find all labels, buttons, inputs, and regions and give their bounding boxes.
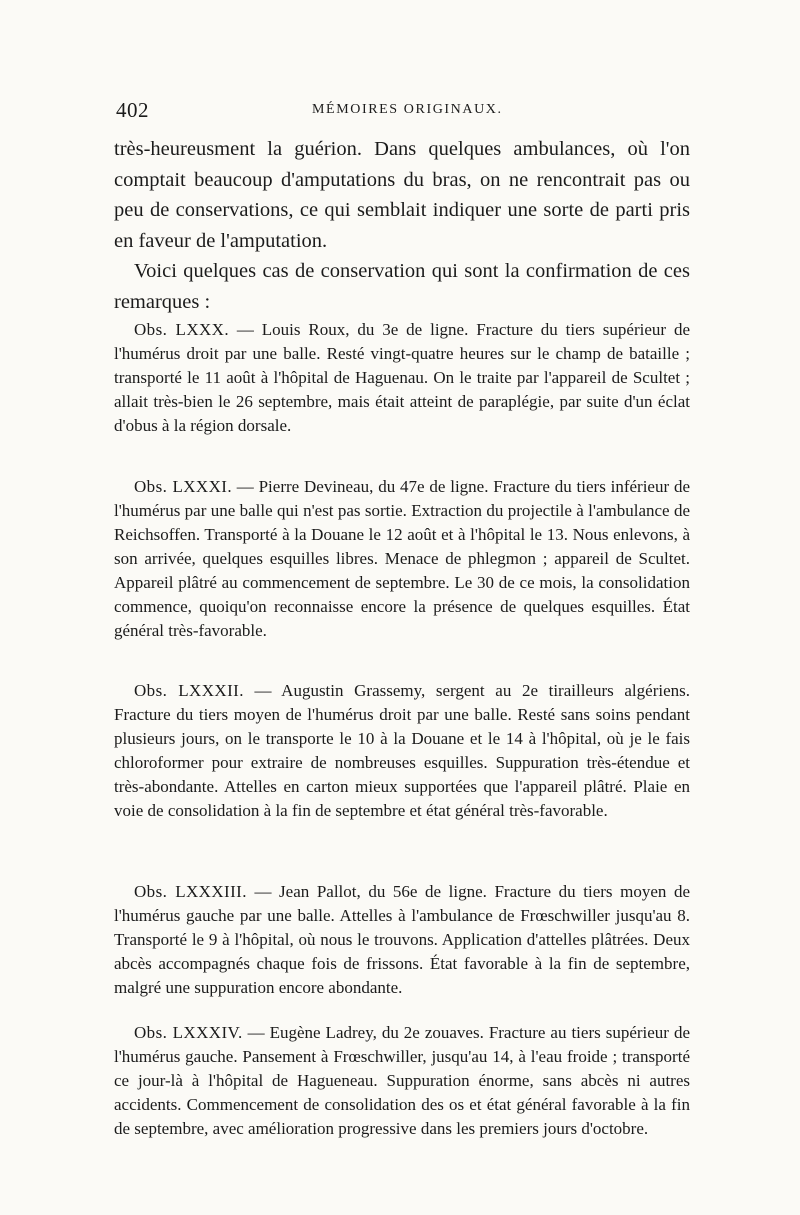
observation-text: — Pierre Devineau, du 47e de ligne. Fracture du tiers inférieur de l'humérus par une balle qui n'est pas sortie. Extraction du projectile à l'ambulance de Reichsoffen. Transporté à la Douane le 12 août et à l'hôpital le 13. Nous enlevons, à son arrivée, quelques esquilles libres. Menace de phlegmon ; appareil de Scultet. Appareil plâtré au commencement de septembre. Le 30 de ce mois, la consolidation commence, quoiqu'on reconnaisse encore la présence de quelques esquilles. État général très-favorable. xyxy=(114,477,691,640)
running-head xyxy=(116,98,688,122)
intro-paragraph: Voici quelques cas de conservation qui sont la confirmation de ces remarques : xyxy=(114,260,690,313)
observation-lxxx xyxy=(114,318,690,438)
observation-text: — Eugène Ladrey, du 2e zouaves. Fracture au tiers supérieur de l'humérus gauche. Pansement à Frœschwiller, jusqu'au 14, à l'eau froide ; transporté ce jour-là à l'hôpital de Hagueneau. Suppuration énorme, sans abcès ni autres accidents. Commencement de consolidation des os et état général favorable à la fin de septembre, avec amélioration progressive dans les premiers jours d'octobre. xyxy=(114,1023,690,1138)
observation-label: Obs. LXXXI. xyxy=(134,477,232,496)
observation-text: — Jean Pallot, du 56e de ligne. Fracture du tiers moyen de l'humérus gauche par une balle. Attelles à l'ambulance de Frœschwiller jusqu'au 8. Transporté le 9 à l'hôpital, où nous le trouvons. Application d'attelles plâtrées. Deux abcès accompagnés chaque fois de frissons. État favorable à la fin de septembre, malgré une suppuration encore abondante. xyxy=(114,882,690,997)
observation-paragraph xyxy=(114,475,690,643)
observation-text: — Louis Roux, du 3e de ligne. Fracture du tiers supérieur de l'humérus droit par une balle. Resté vingt-quatre heures sur le champ de bataille ; transporté le 11 août à l'hôpital de Haguenau. On le traite par l'appareil de Scultet ; allait très-bien le 26 septembre, mais était atteint de paraplégie, par suite d'un éclat d'obus à la région dorsale. xyxy=(114,320,690,435)
header-title: MÉMOIRES ORIGINAUX. xyxy=(312,102,503,117)
observation-label: Obs. LXXXIV. xyxy=(134,1023,243,1042)
observation-paragraph xyxy=(114,880,690,1000)
observation-lxxxii xyxy=(114,679,690,823)
observation-paragraph xyxy=(114,679,690,823)
intro-paragraph: très-heureusment la guérion. Dans quelques ambulances, où l'on comptait beaucoup d'amputations du bras, on ne rencontrait pas ou peu de conservations, ce qui semblait indiquer une sorte de parti pris en faveur de l'amputation. xyxy=(114,138,690,252)
observation-label: Obs. LXXXII. xyxy=(134,681,244,700)
observation-label: Obs. LXXXIII. xyxy=(134,882,247,901)
observation-lxxxiv xyxy=(114,1021,690,1141)
observation-text: — Augustin Grassemy, sergent au 2e tirailleurs algériens. Fracture du tiers moyen de l'humérus droit par une balle. Resté sans soins pendant plusieurs jours, on le transporte le 10 à la Douane et le 14 à l'hôpital, où je le fais chloroformer pour extraire de nombreuses esquilles. Suppuration très-étendue et très-abondante. Attelles en carton mieux supportées que l'appareil plâtré. Plaie en voie de consolidation à la fin de septembre et état général très-favorable. xyxy=(114,681,690,820)
observation-label: Obs. LXXX. xyxy=(134,320,229,339)
observation-paragraph xyxy=(114,318,690,438)
page-number: 402 xyxy=(116,98,149,122)
observation-lxxxi xyxy=(114,475,690,643)
observation-paragraph xyxy=(114,1021,690,1141)
observation-lxxxiii xyxy=(114,880,690,1000)
intro-section xyxy=(114,134,690,317)
